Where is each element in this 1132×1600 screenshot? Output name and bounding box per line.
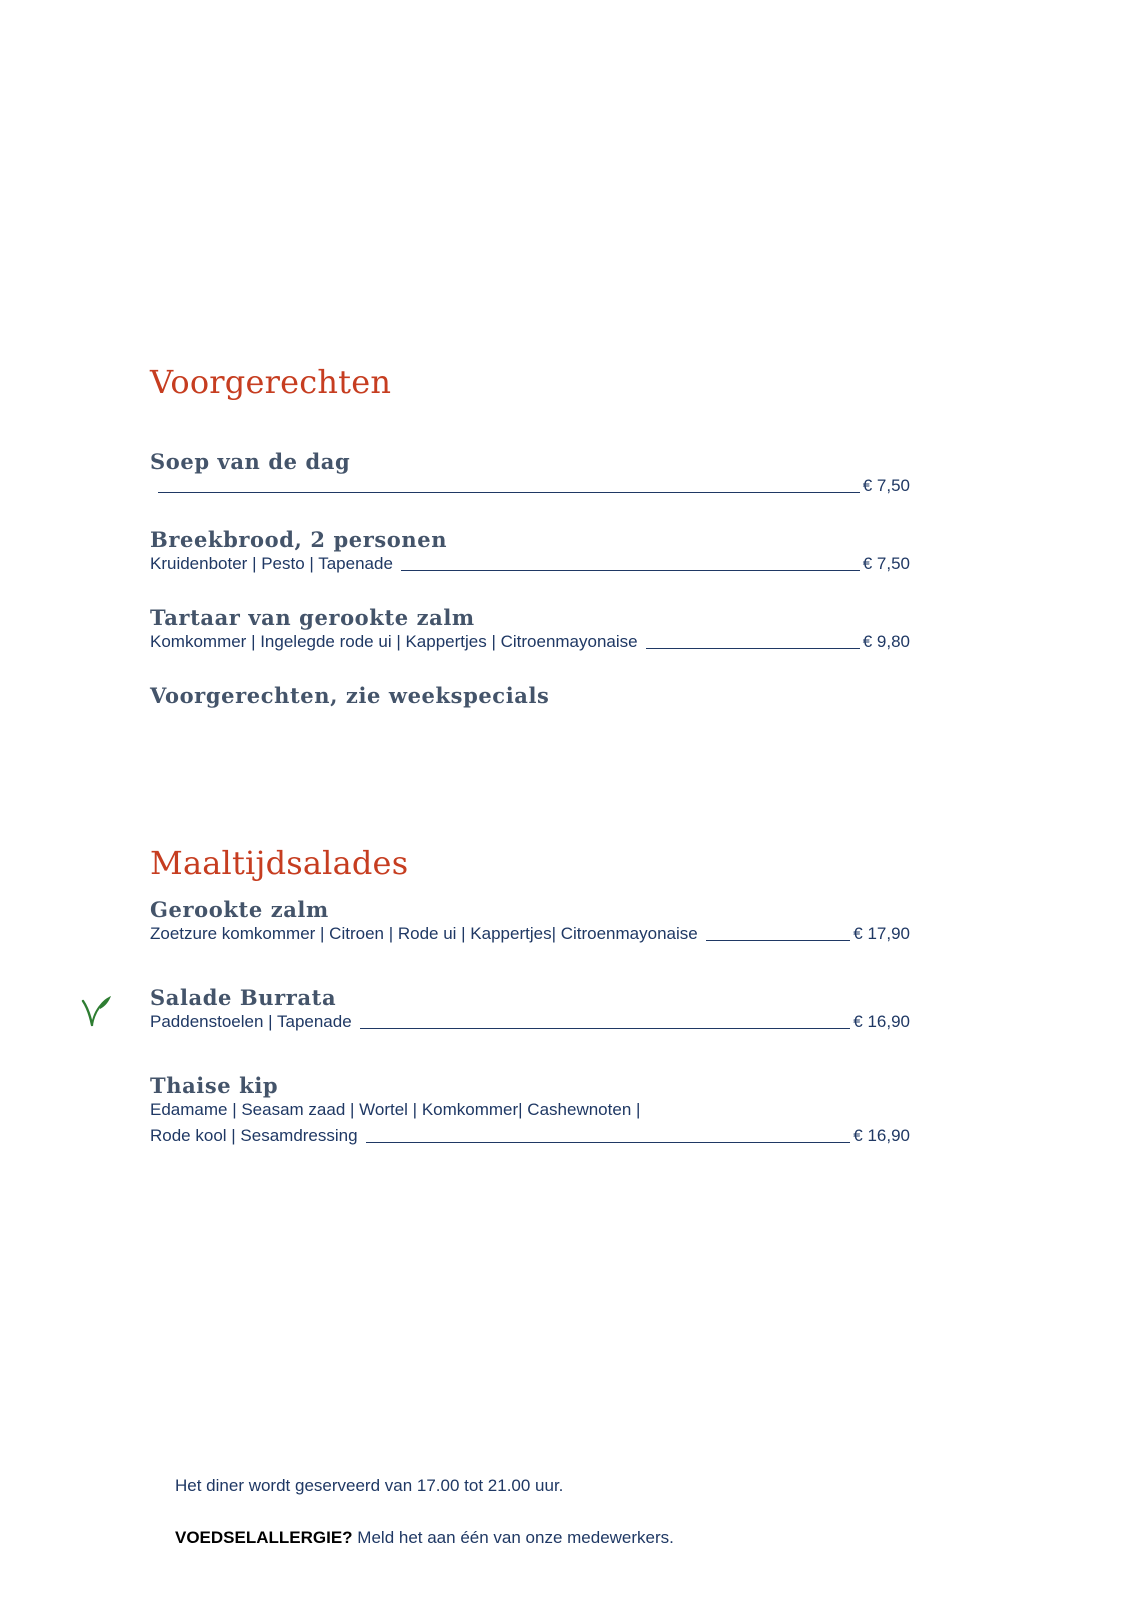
serving-hours-note: Het diner wordt geserveerd van 17.00 tot 21.00 uur. — [175, 1476, 564, 1495]
menu-item-price: € 7,50 — [862, 476, 910, 495]
menu-item-description: Paddenstoelen | Tapenade — [150, 1012, 352, 1031]
price-leader-line — [158, 491, 860, 493]
allergy-note — [175, 1528, 674, 1548]
menu-item-price: € 17,90 — [853, 924, 910, 943]
menu-item-line — [150, 554, 910, 574]
price-leader-line — [360, 1027, 851, 1029]
menu-item-line — [150, 476, 910, 496]
price-leader-line — [366, 1141, 851, 1143]
price-leader-line — [401, 569, 860, 571]
menu-item-price: € 7,50 — [862, 554, 910, 573]
allergy-label: VOEDSELALLERGIE? — [175, 1528, 353, 1547]
menu-item-name: Tartaar van gerookte zalm — [150, 605, 475, 630]
vegetarian-leaf-icon — [80, 995, 112, 1029]
menu-item-line — [150, 632, 910, 652]
menu-item-description: Rode kool | Sesamdressing — [150, 1126, 358, 1145]
price-leader-line — [646, 647, 860, 649]
menu-item-price: € 16,90 — [853, 1012, 910, 1031]
menu-item-price: € 9,80 — [862, 632, 910, 651]
allergy-text: Meld het aan één van onze medewerkers. — [352, 1528, 674, 1547]
menu-item-description-line1: Edamame | Seasam zaad | Wortel | Komkommer| Cashewnoten | — [150, 1100, 641, 1119]
menu-item-name: Voorgerechten, zie weekspecials — [150, 683, 550, 708]
menu-item-price: € 16,90 — [853, 1126, 910, 1145]
menu-item-name: Breekbrood, 2 personen — [150, 527, 448, 552]
menu-item-description: Komkommer | Ingelegde rode ui | Kappertjes | Citroenmayonaise — [150, 632, 638, 651]
section-title-maaltijdsalades: Maaltijdsalades — [150, 844, 409, 882]
menu-item-name: Soep van de dag — [150, 449, 351, 474]
menu-item-line — [150, 924, 910, 944]
menu-item-name: Gerookte zalm — [150, 897, 329, 922]
menu-item-name: Salade Burrata — [150, 985, 337, 1010]
menu-item-name: Thaise kip — [150, 1073, 279, 1098]
menu-item-line — [150, 1126, 910, 1146]
menu-item-description: Kruidenboter | Pesto | Tapenade — [150, 554, 393, 573]
section-title-voorgerechten: Voorgerechten — [150, 363, 392, 401]
menu-item-description: Zoetzure komkommer | Citroen | Rode ui | Kappertjes| Citroenmayonaise — [150, 924, 698, 943]
menu-item-line — [150, 1012, 910, 1032]
price-leader-line — [706, 939, 851, 941]
